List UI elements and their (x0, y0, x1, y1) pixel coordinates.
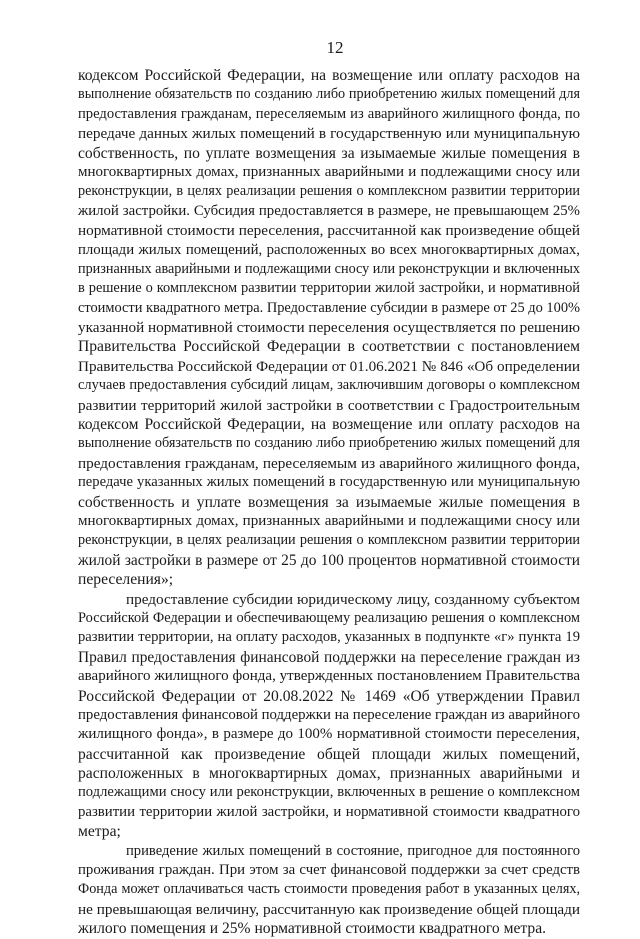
paragraph (78, 590, 580, 842)
text-line: передаче указанных жилых помещений в государственную или муниципальную (78, 474, 580, 491)
text-line: подлежащими сносу или реконструкции, включенных в решение о комплексном (78, 784, 580, 801)
text-line: выполнение обязательств по созданию либо приобретению жилых помещений для (78, 435, 580, 452)
page-number: 12 (326, 38, 344, 57)
paragraph (78, 842, 580, 939)
text-line: не превышающая величину, рассчитанную как произведение общей площади (78, 900, 580, 918)
text-line: жилой застройки в размере от 25 до 100 процентов нормативной стоимости (78, 551, 580, 569)
text-line: кодексом Российской Федерации, на возмещение или оплату расходов на (78, 67, 580, 84)
text-line: выполнение обязательств по созданию либо приобретению жилых помещений для (78, 86, 580, 103)
text-line: проживания граждан. При этом за счет финансовой поддержки за счет средств (78, 862, 580, 879)
text-line: расположенных в многоквартирных домах, признанных аварийными и (78, 765, 580, 783)
text-line: развитии территории, на оплату расходов, указанных в подпункте «г» пункта 19 (78, 629, 580, 646)
text-line: приведение жилых помещений в состояние, пригодное для постоянного (126, 842, 580, 859)
text-line: собственность и уплате возмещения за изымаемые жилые помещения в (78, 493, 580, 511)
text-line: многоквартирных домах, признанных аварийными и подлежащими сносу или (78, 163, 580, 180)
text-line: предоставление субсидии юридическому лицу, созданному субъектом (126, 590, 580, 608)
text-line: многоквартирных домах, признанных аварийными и подлежащими сносу или (78, 512, 580, 529)
text-line: площади жилых помещений, расположенных во всех многоквартирных домах, (78, 241, 580, 258)
text-line: развитии территории жилой застройки, и нормативной стоимости квадратного (78, 803, 580, 820)
text-line: нормативной стоимости переселения, рассчитанной как произведение общей (78, 222, 580, 240)
text-line: аварийного жилищного фонда, утвержденных постановлением Правительства (78, 668, 580, 685)
text-line: Фонда может оплачиваться часть стоимости проведения работ в указанных целях, (78, 881, 580, 898)
text-line: Правительства Российской Федерации в соответствии с постановлением (78, 338, 580, 356)
text-line: Российской Федерации и обеспечивающему реализацию решения о комплексном (78, 609, 580, 626)
text-line: указанной нормативной стоимости переселения осуществляется по решению (78, 319, 580, 337)
text-line: признанных аварийными и подлежащими сносу или реконструкции и включенных (78, 260, 580, 277)
text-line: жилищного фонда», в размере до 100% нормативной стоимости переселения, (78, 726, 580, 743)
text-line: Российской Федерации от 20.08.2022 № 1469 «Об утверждении Правил (78, 687, 580, 705)
text-line: рассчитанной как произведение общей площади жилых помещений, (78, 745, 580, 763)
document-body (78, 66, 580, 939)
text-line: передаче данных жилых помещений в государственную или муниципальную (78, 125, 580, 143)
text-line: предоставления финансовой поддержки на переселение граждан из аварийного (78, 706, 580, 723)
text-line: жилой застройки. Субсидия предоставляется в размере, не превышающем 25% (78, 202, 580, 219)
text-line: предоставления гражданам, переселяемым из аварийного жилищного фонда, по (78, 105, 580, 122)
paragraph (78, 66, 580, 590)
text-line: метра; (78, 823, 121, 841)
text-line: переселения»; (78, 571, 174, 589)
text-line: стоимости квадратного метра. Предоставление субсидии в размере от 25 до 100% (78, 299, 580, 316)
text-line: Правительства Российской Федерации от 01.06.2021 № 846 «Об определении (78, 357, 580, 375)
text-line: Правил предоставления финансовой поддержки на переселение граждан из (78, 648, 580, 666)
text-line: жилого помещения и 25% нормативной стоимости квадратного метра. (78, 920, 547, 938)
text-line: реконструкции, в целях реализации решения о комплексном развитии территории (78, 183, 580, 200)
text-line: собственность, по уплате возмещения за изымаемые жилые помещения в (78, 144, 580, 162)
text-line: предоставления гражданам, переселяемым из аварийного жилищного фонда, (78, 454, 580, 472)
text-line: в решение о комплексном развитии территории жилой застройки, и нормативной (78, 280, 580, 297)
text-line: случаев предоставления субсидий лицам, заключившим договоры о комплексном (78, 377, 580, 394)
text-line: кодексом Российской Федерации, на возмещение или оплату расходов на (78, 416, 580, 434)
text-line: развитии территорий жилой застройки в соответствии с Градостроительным (78, 396, 580, 414)
text-line: реконструкции, в целях реализации решения о комплексном развитии территории (78, 532, 580, 549)
